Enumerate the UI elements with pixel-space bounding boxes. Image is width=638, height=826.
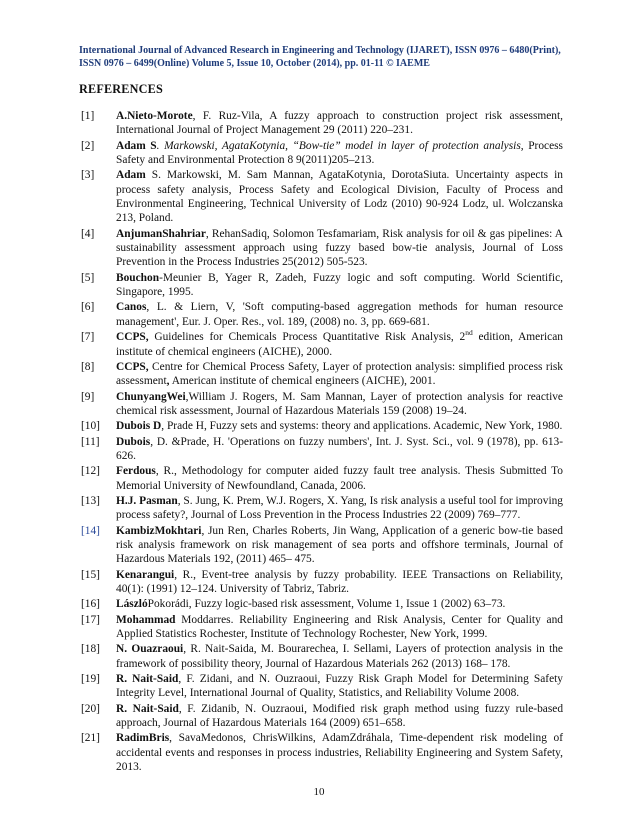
reference-author: Kenarangui bbox=[116, 568, 175, 581]
reference-text: , L. & Liern, V, 'Soft computing-based aggregation methods for human resource management', Eur. J. Oper. Res., vol. 189, (2008) no. 3, pp. 669-681. bbox=[116, 301, 563, 328]
reference-text-continued: American institute of chemical engineers (AICHE), 2001. bbox=[169, 375, 436, 388]
reference-text: , R., Methodology for computer aided fuzzy fault tree analysis. Thesis Submitted To Memorial University of Newfoundland, Canada, 2006. bbox=[116, 465, 563, 492]
reference-author: CCPS, bbox=[116, 360, 149, 373]
reference-item bbox=[79, 330, 563, 359]
reference-text: , D. &Prade, H. 'Operations on fuzzy numbers', Int. J. Syst. Sci., vol. 9 (1978), pp. 613- 626. bbox=[116, 435, 563, 462]
reference-author: Mohammad bbox=[116, 613, 176, 626]
reference-text: , SavaMedonos, ChrisWilkins, AdamZdráhala, Time-dependent risk modeling of accidental events and responses in process industries, Reliability Engineering and System Safety, 2013. bbox=[116, 732, 563, 774]
reference-number: [21] bbox=[81, 732, 100, 745]
reference-text: -Meunier B, Yager R, Zadeh, Fuzzy logic and soft computing. World Scientific, Singapore, 1995. bbox=[116, 271, 563, 299]
reference-number: [17] bbox=[81, 613, 100, 626]
reference-author: László bbox=[116, 598, 148, 611]
reference-text: ,William J. Rogers, M. Sam Mannan, Layer of protection analysis for reactive chemical risk assessment, Journal of Hazardous Materials 159 (2008) 19–24. bbox=[116, 390, 563, 417]
reference-item bbox=[79, 390, 563, 419]
reference-text: , F. Zidanib, N. Ouzraoui, Modified risk graph method using fuzzy rule-based approach, Journal of Hazardous Materials 164 (2009) 651–658. bbox=[116, 702, 564, 730]
reference-text: , F. Ruz-Vila, A fuzzy approach to construction project risk assessment, International Journal of Project Management 29 (2011) 220–231. bbox=[116, 110, 563, 137]
references-heading: REFERENCES bbox=[79, 82, 163, 96]
reference-number: [12] bbox=[81, 465, 100, 478]
reference-text: , F. Zidani, and N. Ouzraoui, Fuzzy Risk Graph Model for Determining Safety Integrity Level, International Journal of Quality, Statistics, and Reliability Volume 2008. bbox=[116, 673, 563, 700]
reference-item bbox=[79, 568, 563, 597]
reference-text: , Prade H, Fuzzy sets and systems: theory and applications. Academic, New York, 1980. bbox=[161, 420, 563, 433]
reference-item bbox=[79, 702, 563, 731]
reference-item bbox=[79, 227, 563, 270]
reference-number: [7] bbox=[81, 331, 95, 344]
reference-author: N. Ouazraoui bbox=[116, 643, 184, 656]
reference-item bbox=[79, 300, 563, 329]
reference-text: Moddarres. Reliability Engineering and Risk Analysis, Center for Quality and Applied Statistics Rochester, Institute of Technology Rochester, New York, 1999. bbox=[116, 613, 563, 641]
journal-header-line-1: International Journal of Advanced Research in Engineering and Technology (IJARET), ISSN 0976 – 6480(Print), bbox=[79, 45, 561, 56]
reference-author: AnjumanShahriar bbox=[116, 227, 206, 240]
reference-text: Guidelines for Chemicals Process Quantitative Risk Analysis, 2 bbox=[148, 331, 466, 344]
reference-item bbox=[79, 139, 563, 168]
reference-number: [20] bbox=[81, 702, 100, 715]
reference-number: [9] bbox=[81, 390, 95, 403]
reference-number: [18] bbox=[81, 643, 100, 656]
reference-author: RadimBris bbox=[116, 732, 170, 745]
reference-author: CCPS, bbox=[116, 331, 149, 344]
reference-item bbox=[79, 524, 563, 567]
reference-superscript: nd bbox=[465, 328, 473, 338]
reference-item bbox=[79, 168, 563, 225]
reference-number: [14] bbox=[81, 524, 100, 537]
reference-author: Adam S bbox=[116, 139, 157, 152]
reference-number: [11] bbox=[81, 435, 100, 448]
reference-author: Dubois bbox=[116, 435, 151, 448]
reference-item bbox=[79, 613, 563, 642]
reference-item bbox=[79, 597, 563, 611]
reference-number: [13] bbox=[81, 494, 100, 507]
journal-header bbox=[79, 44, 563, 70]
reference-item bbox=[79, 360, 563, 389]
reference-number: [1] bbox=[81, 110, 95, 122]
reference-item bbox=[79, 464, 563, 493]
reference-item bbox=[79, 109, 563, 138]
reference-text: , RehanSadiq, Solomon Tesfamariam, Risk analysis for oil & gas pipelines: A sustainability assessment approach using fuzzy based bow-tie analysis, Journal of Loss Prevention in the Process Industries 25(2012) 505-523. bbox=[116, 227, 563, 269]
reference-item bbox=[79, 494, 563, 523]
reference-item bbox=[79, 419, 563, 433]
reference-item bbox=[79, 731, 563, 774]
reference-number: [19] bbox=[81, 673, 100, 686]
reference-number: [15] bbox=[81, 568, 100, 581]
journal-header-line-2: ISSN 0976 – 6499(Online) Volume 5, Issue 10, October (2014), pp. 01-11 © IAEME bbox=[79, 58, 430, 69]
reference-author: Canos bbox=[116, 301, 147, 314]
reference-text: , R. Nait-Saida, M. Bourarechea, I. Sellami, Layers of protection analysis in the framework of possibility theory, Journal of Hazardous Materials 262 (2013) 168– 178. bbox=[116, 643, 563, 670]
reference-text: , S. Jung, K. Prem, W.J. Rogers, X. Yang, Is risk analysis a useful tool for improving process safety?, Journal of Loss Prevention in the Process Industries 22 (2009) 769–777. bbox=[116, 494, 563, 522]
reference-author: ChunyangWei bbox=[116, 390, 186, 403]
reference-author: H.J. Pasman bbox=[116, 494, 178, 507]
page-number: 10 bbox=[313, 786, 325, 798]
reference-text: , R., Event-tree analysis by fuzzy probability. IEEE Transactions on Reliability, 40(1): (1991) 12–124. University of Tabriz, Tabriz. bbox=[116, 568, 563, 595]
reference-author: R. Nait-Said bbox=[116, 702, 179, 715]
reference-number: [4] bbox=[81, 227, 95, 240]
reference-text-continued: edition, American institute of chemical engineers (AICHE), 2000. bbox=[116, 331, 563, 358]
reference-number: [8] bbox=[81, 360, 95, 373]
reference-number: [5] bbox=[81, 271, 95, 284]
reference-number: [6] bbox=[81, 301, 95, 314]
reference-author: Adam bbox=[116, 169, 146, 182]
reference-author: Ferdous bbox=[116, 465, 156, 478]
reference-number: [3] bbox=[81, 169, 95, 182]
reference-number: [16] bbox=[81, 598, 100, 611]
reference-number: [10] bbox=[81, 420, 100, 433]
reference-item bbox=[79, 672, 563, 701]
reference-author: Dubois D bbox=[116, 420, 162, 433]
reference-bold-punct: , bbox=[166, 375, 170, 388]
reference-author: R. Nait-Said bbox=[116, 673, 179, 686]
reference-text: Centre for Chemical Process Safety, Layer of protection analysis: simplified process risk assessment bbox=[116, 360, 563, 388]
reference-text: S. Markowski, M. Sam Mannan, AgataKotynia, DorotaSiuta. Uncertainty aspects in process safety analysis, Process Safety and Ecological Division, Faculty of Process and Environmental Engineering, Technical University of Lodz (2010) 90-924 Lodz, ul. Wolczanska 213, Poland. bbox=[116, 169, 563, 225]
reference-author: KambizMokhtari bbox=[116, 524, 202, 537]
reference-number: [2] bbox=[81, 139, 95, 152]
reference-item bbox=[79, 435, 563, 464]
reference-list bbox=[79, 109, 563, 775]
reference-author: Bouchon bbox=[116, 271, 160, 284]
reference-item bbox=[79, 271, 563, 300]
reference-item bbox=[79, 642, 563, 671]
reference-text: , Jun Ren, Charles Roberts, Jin Wang, Application of a generic bow-tie based risk analysis framework on risk management of sea ports and offshore terminals, Journal of Hazardous Materials 192, (2011) 465– 475. bbox=[116, 524, 563, 566]
reference-text: Pokorádi, Fuzzy logic-based risk assessment, Volume 1, Issue 1 (2002) 63–73. bbox=[147, 598, 506, 611]
reference-author: A.Nieto-Morote bbox=[116, 110, 193, 122]
reference-text: Process Safety and Environmental Protection 8 9(2011)205–213. bbox=[116, 139, 563, 167]
reference-italic-title: . Markowski, AgataKotynia, “Bow-tie” model in layer of protection analysis, bbox=[156, 139, 524, 152]
